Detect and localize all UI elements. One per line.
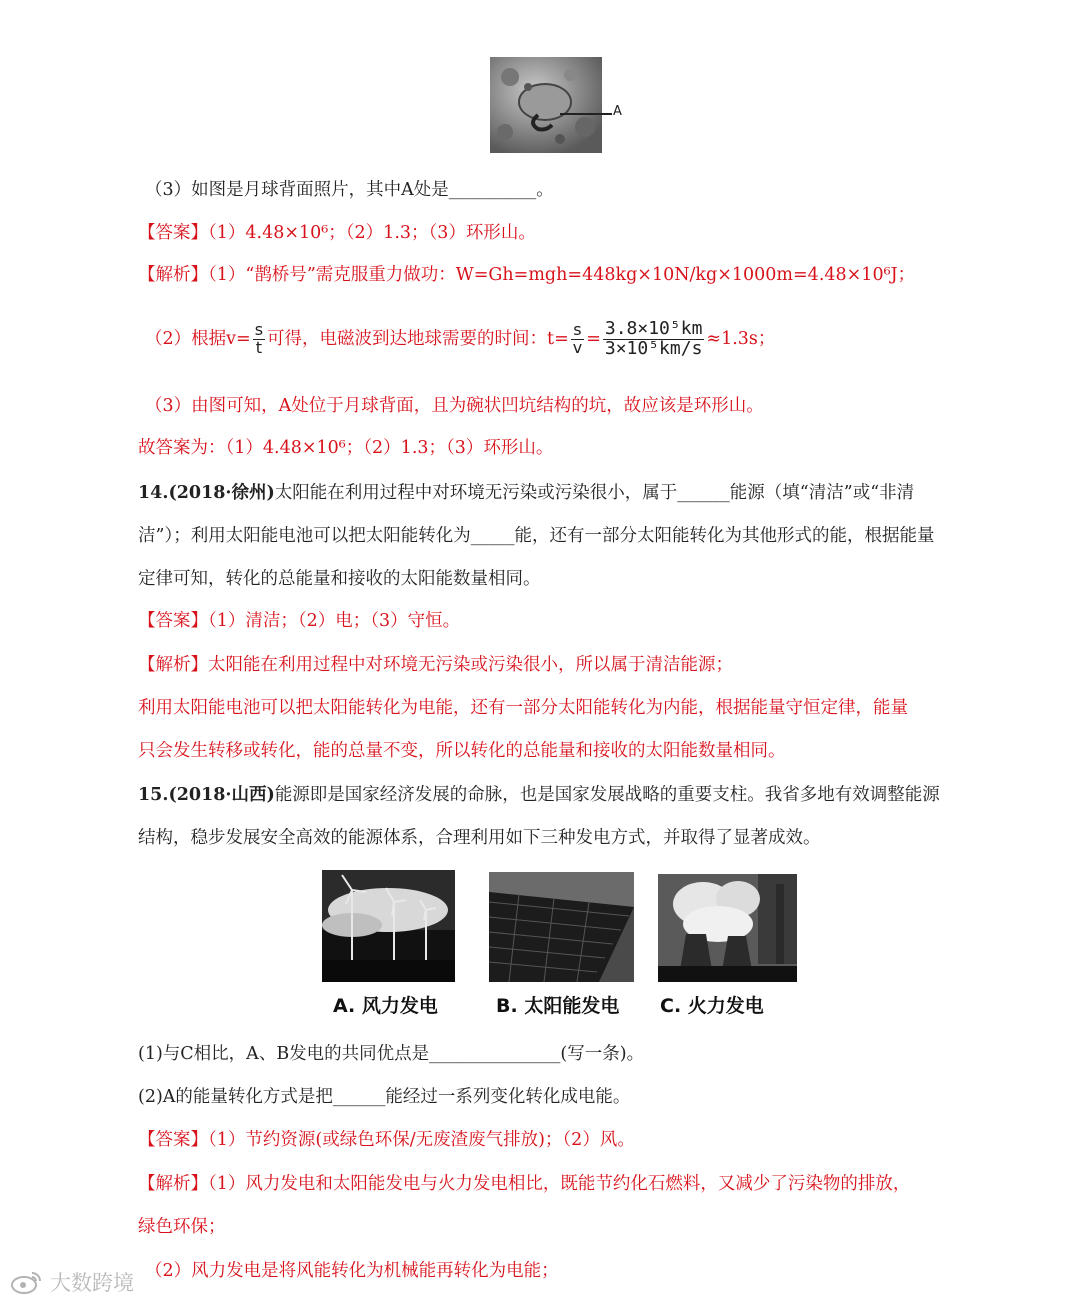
q14-text-1: 太阳能在利用过程中对环境无污染或污染很小，属于______能源（填“清洁”或“非清	[274, 483, 915, 503]
answer-text: （1）清洁；（2）电；（3）守恒。	[208, 611, 461, 631]
wind-power-photo	[322, 870, 455, 982]
fraction-numerator: 3.8×10⁵km	[604, 318, 703, 339]
caption-wind-power: A. 风力发电	[333, 995, 438, 1017]
analysis-2-prefix: （2）根据v=	[145, 329, 251, 350]
watermark	[10, 1267, 134, 1297]
weibo-logo-icon	[10, 1269, 44, 1295]
q14-analysis-2: 利用太阳能电池可以把太阳能转化为电能，还有一部分太阳能转化为内能，根据能量守恒定律，能量	[138, 698, 908, 718]
q15-answer	[138, 1127, 635, 1153]
formula-s-over-v	[571, 322, 584, 357]
q15-analysis-2: 绿色环保；	[138, 1217, 226, 1237]
q15-analysis-3: （2）风力发电是将风能转化为机械能再转化为电能；	[145, 1261, 559, 1281]
analysis-tag: 【解析】	[138, 1174, 208, 1194]
q15-text-1: 能源即是国家经济发展的命脉，也是国家发展战略的重要支柱。我省多地有效调整能源	[274, 785, 940, 805]
q14-answer	[138, 608, 460, 634]
moon-photo	[490, 57, 602, 153]
answer-text: （1）4.48×10⁶；（2）1.3；（3）环形山。	[208, 223, 536, 243]
thermal-power-photo	[658, 874, 797, 982]
fraction-denominator: 3×10⁵km/s	[604, 337, 703, 359]
q15-number: 15.(2018·山西)	[138, 785, 275, 805]
equals-sign: =	[586, 329, 601, 350]
analysis-text: （1）风力发电和太阳能发电与火力发电相比，既能节约化石燃料，又减少了污染物的排放，	[208, 1174, 911, 1194]
q13-final-answer: 故答案为：（1）4.48×10⁶；（2）1.3；（3）环形山。	[138, 438, 554, 458]
q15-analysis-1	[138, 1171, 910, 1197]
q14-stem-line-3: 定律可知，转化的总能量和接收的太阳能数量相同。	[138, 569, 541, 589]
formula-v-equals-s-over-t	[253, 322, 265, 357]
answer-text: （1）节约资源(或绿色环保/无废渣废气排放)；（2）风。	[208, 1130, 635, 1150]
fraction-numerator: s	[254, 320, 264, 340]
answer-tag: 【答案】	[138, 611, 208, 631]
q13-analysis-2	[145, 320, 775, 359]
q14-analysis-1	[138, 652, 733, 678]
q13-analysis-3: （3）由图可知，A处位于月球背面，且为碗状凹坑结构的坑，故应该是环形山。	[145, 396, 764, 416]
q15-question-2: (2)A的能量转化方式是把______能经过一系列变化转化成电能。	[138, 1087, 631, 1107]
q15-question-1: (1)与C相比，A、B发电的共同优点是_______________(写一条)。	[138, 1044, 645, 1064]
caption-thermal-power: C. 火力发电	[660, 995, 764, 1017]
q14-analysis-3: 只会发生转移或转化，能的总量不变，所以转化的总能量和接收的太阳能数量相同。	[138, 741, 786, 761]
analysis-tag: 【解析】	[138, 265, 208, 285]
caption-solar-power: B. 太阳能发电	[496, 995, 620, 1017]
moon-pointer-line	[560, 113, 612, 115]
moon-label-a: A	[613, 104, 622, 119]
fraction-denominator: t	[255, 337, 262, 357]
q14-number: 14.(2018·徐州)	[138, 483, 275, 503]
fraction-numerator: s	[573, 320, 582, 340]
q15-stem-line-1	[138, 782, 940, 808]
analysis-text: （1）“鹊桥号”需克服重力做功：W=Gh=mgh=448kg×10N/kg×1000m=4.48×10⁶J；	[208, 265, 916, 285]
formula-distance-over-speed	[603, 320, 705, 359]
answer-tag: 【答案】	[138, 223, 208, 243]
analysis-2-middle: 可得，电磁波到达地球需要的时间：t=	[267, 329, 569, 350]
analysis-text: 太阳能在利用过程中对环境无污染或污染很小，所以属于清洁能源；	[208, 655, 733, 675]
watermark-text: 大数跨境	[50, 1271, 134, 1295]
q15-stem-line-2: 结构，稳步发展安全高效的能源体系，合理利用如下三种发电方式，并取得了显著成效。	[138, 828, 821, 848]
solar-power-photo	[489, 872, 634, 982]
q14-stem-line-1	[138, 480, 914, 506]
answer-tag: 【答案】	[138, 1130, 208, 1150]
q13-analysis-1	[138, 262, 915, 288]
q14-stem-line-2: 洁”）；利用太阳能电池可以把太阳能转化为_____能，还有一部分太阳能转化为其他形式的能，根据能量	[138, 526, 935, 546]
q13-question-3: （3）如图是月球背面照片，其中A处是__________。	[145, 180, 554, 200]
fraction-denominator: v	[572, 337, 583, 357]
q13-answer	[138, 220, 536, 246]
analysis-2-suffix: ≈1.3s；	[706, 329, 776, 350]
analysis-tag: 【解析】	[138, 655, 208, 675]
